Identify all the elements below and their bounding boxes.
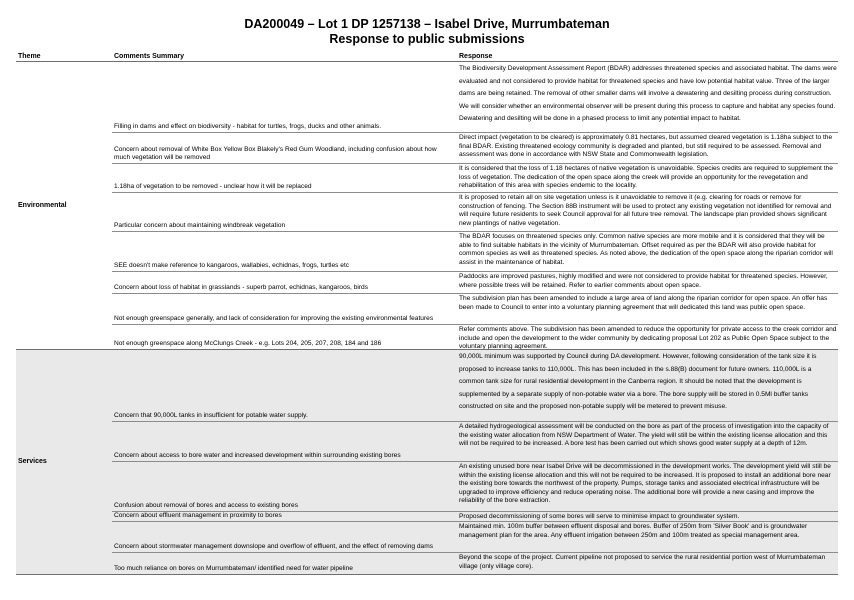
comment-cell: Not enough greenspace generally, and lack of consideration for improving the existing environmental features [114,315,434,323]
table-row [16,422,838,462]
document-subtitle: Response to public submissions [329,32,525,46]
response-cell: Paddocks are improved pastures, highly modified and were not considered to provide habitat for threatened species. However, where possible trees will be retained. Refer to earlier comments about open space. [459,273,828,289]
response-cell: Proposed decommissioning of some bores will serve to minimise impact to groundwater system. [459,513,740,520]
submissions-table [16,51,838,575]
comment-cell: Concern about access to bore water and increased development within surrounding existing bores [114,452,401,460]
table-row [16,133,838,164]
document-header [0,17,854,47]
response-cell: Refer comments above. The subdivision has been amended to reduce the opportunity for private access to the creek corridor and include and open the development to the wider community by dedicating proposal Lot 202 as Public Open Space subject to the voluntary planning agreement. [459,326,837,351]
comment-cell: Concern about stormwater management downslope and overflow of effluent, and the effect of removing dams [114,543,434,551]
response-cell: It is considered that the loss of 1.18 hectares of native vegetation is unavoidable. Species credits are required to supplement the loss of vegetation. The dedication of the open space along the creek will provide an opportunity for the revegetation and rehabilitation of this area with species endemic to the locality. [459,165,833,190]
table-row [16,522,838,553]
response-cell: The subdivision plan has been amended to include a large area of land along the riparian corridor for open space. An offer has been made to Council to enter into a voluntary planning agreement that will dedicated this land was public open space. [459,295,828,311]
document-title: DA200049 – Lot 1 DP 1257138 – Isabel Drive, Murrumbateman [244,17,610,31]
table-row [16,462,838,512]
response-cell: Direct impact (vegetation to be cleared) is approximately 0.81 hectares, but assumed cleared vegetation is 1.18ha subject to the final BDAR. Existing threatened ecology community is degraded and planted, but still required to be assessed. Removal and assessment was done in accordance with NSW State and Commonwealth legislation. [459,134,833,159]
response-cell: A detailed hydrogeological assessment will be conducted on the bore as part of the process of investigation into the capacity of the existing water allocation from NSW Department of Water. The yield will still be within the existing license allocation and this will not be required to be increased. A bore test has been carried out which shows good water supply at a depth of 12m. [459,423,829,448]
table-header-row [16,51,838,62]
response-cell: The Biodiversity Development Assessment Report (BDAR) addresses threatened species and associated habitat. The dams were evaluated and not considered to provide habitat for threatened species and have low potential habitat value. Three of the larger dams are being retained. The removal of other smaller dams will involve a dewatering and desilting process during construction. We will consider whether an environmental observer will be present during this process to capture and habitat any species found. Dewatering and desilting will be done in a phased process to limit any potential impact to habitat. [459,65,837,123]
table-row [16,350,838,422]
comment-cell: Too much reliance on bores on Murrumbateman/ identified need for water pipeline [114,565,353,573]
table-row [16,294,838,325]
table-row [16,193,838,232]
comment-cell: Concern about effluent management in proximity to bores [114,512,282,520]
response-cell: It is proposed to retain all on site vegetation unless is it unavoidable to remove it (e.g. clearing for roads or remove for construction of fencing. The Section 88B instrument will be used to protect any existing vegetation not identified for removal and will require future residents to seek Council approval for all future tree removal. The landscape plan provided shows significant new plantings of native vegetation. [459,194,832,227]
theme-label: Environmental [18,202,67,209]
theme-label: Services [18,458,47,465]
table-row [16,272,838,294]
table-row [16,512,838,522]
group-divider [16,574,838,575]
comments-column-header: Comments Summary [114,53,185,60]
table-row [16,232,838,272]
comment-cell: Concern that 90,000L tanks in insufficient for potable water supply. [114,412,308,420]
response-cell: The BDAR focuses on threatened species only. Common native species are more mobile and it is considered that they will be able to find suitable habitats in the vicinity of Murrumbateman. Offset required as per the BDAR will also provide habitat for common species as well as threatened species. As noted above, the dedication of the open space along the riparian corridor will assist in the maintenance of habitat. [459,233,833,266]
comment-cell: Filling in dams and effect on biodiversity - habitat for turtles, frogs, ducks and other animals. [114,123,382,131]
comment-cell: Not enough greenspace along McClungs Creek - e.g. Lots 204, 205, 207, 208, 184 and 186 [114,340,382,348]
comment-cell: 1.18ha of vegetation to be removed - unclear how it will be replaced [114,183,312,191]
theme-group-environmental [16,62,838,350]
comment-cell: Concern about removal of White Box Yellow Box Blakely's Red Gum Woodland, including confusion about how much vegetation will be removed [114,145,437,162]
theme-column-header: Theme [18,53,41,60]
response-cell: Beyond the scope of the project. Current pipeline not proposed to service the rural residential portion west of Murrumbateman village (only village core). [459,554,826,570]
table-row [16,553,838,575]
response-cell: Maintained min. 100m buffer between effluent disposal and bores. Buffer of 250m from 'Silver Book' and is groundwater management plan for the area. Any effluent irrigation between 250m and 100m treated as special management area. [459,523,808,539]
comment-cell: SEE doesn't make reference to kangaroos, wallabies, echidnas, frogs, turtles etc [114,262,350,270]
response-column-header: Response [459,53,493,60]
response-cell: 90,000L minimum was supported by Council during DA development. However, following consideration of the tank size it is proposed to increase tanks to 110,000L. This has been included in the s.88(B) document for future owners. 110,000L is a common tank size for rural residential development in the Canberra region. It should be noted that the development is supplemented by a separate supply of non-potable water via a bore. The bore supply will be stored in 0.5Ml buffer tanks constructed on site and the proposed non-potable supply will be metered to prevent misuse. [459,353,817,411]
comment-cell: Particular concern about maintaining windbreak vegetation [114,222,286,230]
table-row [16,325,838,350]
theme-group-services [16,350,838,575]
table-row [16,164,838,193]
table-row [16,62,838,133]
response-cell: An existing unused bore near Isabel Drive will be decommissioned in the development works. The development yield will still be within the existing license allocation and this will not be required to be increased. It is proposed to install an additional bore near the existing bore towards the northwest of the property. Pumps, storage tanks and associated electrical infrastructure will be upgraded to improve efficiency and reduce operating noise. The additional bore will provide a new casing and improve the reliability of the bore extraction. [459,463,831,505]
comment-cell: Concern about loss of habitat in grasslands - superb parrot, echidnas, kangaroos, birds [114,284,369,292]
comment-cell: Confusion about removal of bores and access to existing bores [114,502,298,510]
